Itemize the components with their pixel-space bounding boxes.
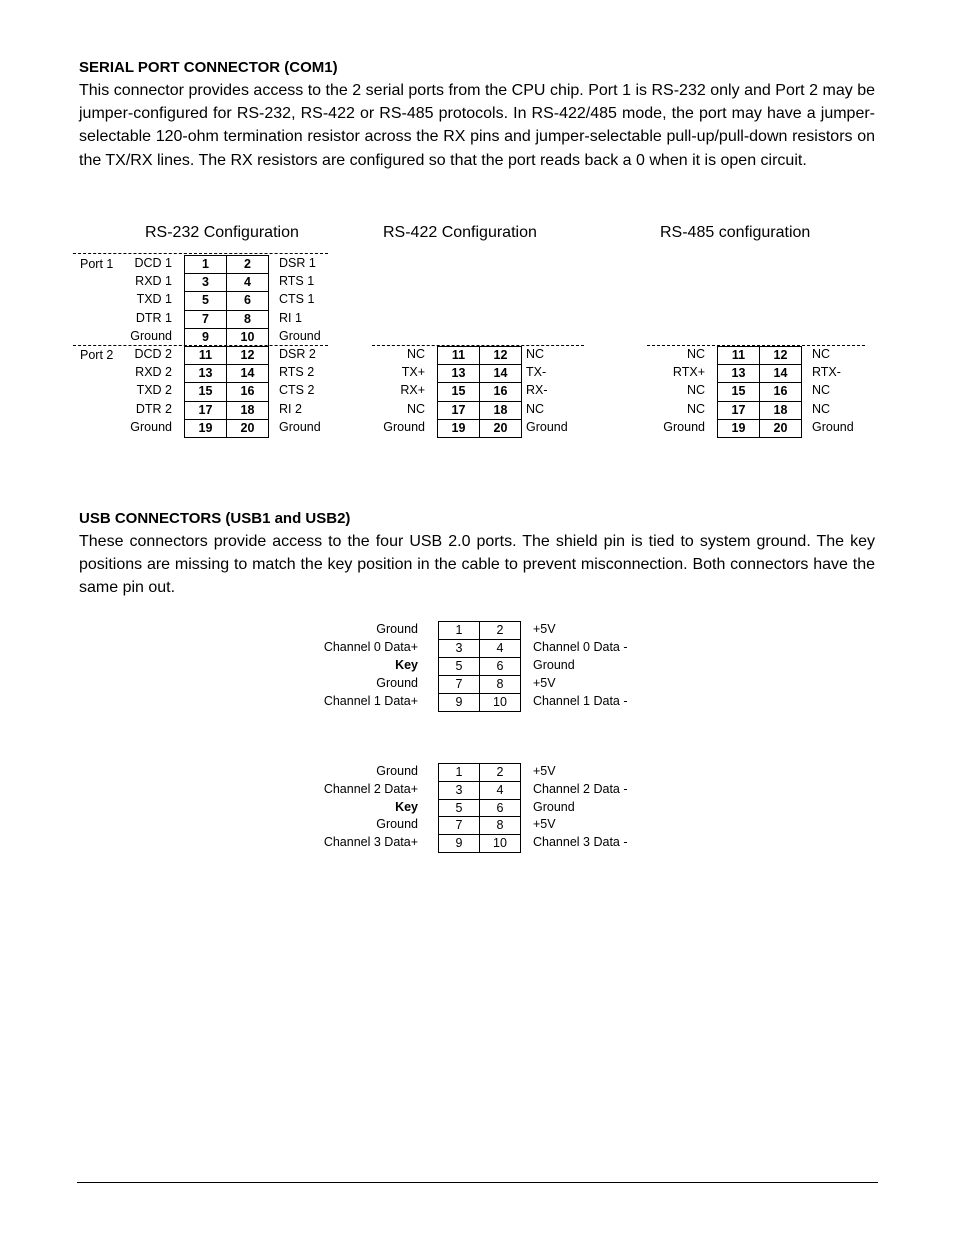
pin-number-odd: 13 — [717, 364, 760, 383]
pin-left-label: Key — [395, 658, 418, 672]
pin-left-label: Ground — [376, 817, 418, 832]
port2-label: Port 2 — [80, 348, 114, 362]
pin-number-odd: 13 — [437, 364, 480, 383]
pin-right-label: RI 2 — [279, 401, 302, 416]
pin-right-label: RI 1 — [279, 310, 302, 325]
pin-number-even: 12 — [479, 346, 522, 365]
pin-number-odd: 7 — [184, 310, 227, 329]
pin-left-label: DTR 1 — [135, 310, 172, 325]
pin-left-label: NC — [686, 383, 705, 398]
pin-number-even: 10 — [479, 834, 521, 853]
pin-number-odd: 7 — [438, 816, 480, 835]
pin-right-label: Channel 3 Data - — [533, 835, 628, 850]
pin-left-label: NC — [406, 401, 425, 416]
pin-right-label: CTS 2 — [279, 383, 315, 398]
pin-left-label: DCD 2 — [134, 347, 172, 361]
pin-number-even: 8 — [226, 310, 269, 329]
pin-left-label: RXD 2 — [135, 365, 172, 380]
footer-rule — [77, 1182, 878, 1183]
pin-left-label: Channel 1 Data+ — [323, 694, 418, 708]
usb-heading: USB CONNECTORS (USB1 and USB2) — [79, 510, 351, 527]
pin-number-even: 2 — [479, 621, 521, 640]
pin-right-label: NC — [812, 347, 831, 361]
pin-left-label: RXD 1 — [135, 274, 172, 289]
pin-left-label: NC — [406, 347, 425, 361]
pin-number-even: 4 — [479, 781, 521, 800]
pin-number-even: 18 — [226, 401, 269, 420]
serial-description: This connector provides access to the 2 serial ports from the CPU chip. Port 1 is RS-232 only and Port 2 may be jumper-configured for RS-232, RS-422 or RS-485 protocols. In RS-422/485 mode, the port may have a jumper-selectable 120-ohm termination resistor across the RX pins and jumper-selectable pull-up/pull-down resistors on the TX/RX lines. The RX resistors are configured so that the port reads back a 0 when it is open circuit. — [79, 82, 875, 169]
pin-right-label: RTS 2 — [279, 365, 315, 380]
pin-number-even: 4 — [226, 273, 269, 292]
pin-right-label: NC — [812, 383, 831, 398]
pin-number-odd: 3 — [438, 781, 480, 800]
pin-number-even: 6 — [226, 291, 269, 310]
pin-number-even: 6 — [479, 657, 521, 676]
pin-number-odd: 11 — [437, 346, 480, 365]
pin-number-odd: 5 — [184, 291, 227, 310]
pin-right-label: Ground — [812, 419, 854, 434]
pin-right-label: DSR 1 — [279, 256, 316, 270]
pin-number-odd: 3 — [438, 639, 480, 658]
pin-number-even: 18 — [759, 401, 802, 420]
pin-left-label: TXD 2 — [136, 383, 172, 398]
pin-number-odd: 9 — [438, 693, 480, 712]
pin-left-label: Channel 3 Data+ — [323, 835, 418, 850]
pin-number-even: 10 — [479, 693, 521, 712]
pin-left-label: TX+ — [401, 365, 425, 380]
pin-right-label: CTS 1 — [279, 292, 315, 307]
pin-number-odd: 19 — [717, 419, 760, 438]
pin-number-odd: 5 — [438, 799, 480, 818]
pin-right-label: RX- — [526, 383, 548, 398]
pin-number-odd: 3 — [184, 273, 227, 292]
pin-number-even: 20 — [226, 419, 269, 438]
usb-description: These connectors provide access to the four USB 2.0 ports. The shield pin is tied to system ground. The key positions are missing to match the key position in the cable to prevent misconnection. Both connectors have the same pin out. — [79, 533, 875, 597]
pin-number-odd: 17 — [437, 401, 480, 420]
pin-right-label: Channel 2 Data - — [533, 781, 628, 796]
pin-right-label: NC — [812, 401, 831, 416]
pin-number-odd: 11 — [717, 346, 760, 365]
pin-left-label: Channel 2 Data+ — [323, 781, 418, 796]
pin-left-label: Ground — [130, 328, 172, 343]
pin-number-even: 14 — [479, 364, 522, 383]
pin-number-odd: 13 — [184, 364, 227, 383]
rs422-title: RS-422 Configuration — [383, 224, 537, 241]
pin-left-label: Ground — [663, 419, 705, 434]
pin-left-label: Ground — [383, 419, 425, 434]
pin-left-label: Ground — [376, 622, 418, 636]
pin-left-label: DTR 2 — [135, 401, 172, 416]
pin-number-odd: 1 — [438, 763, 480, 782]
pin-number-odd: 17 — [184, 401, 227, 420]
pin-left-label: TXD 1 — [136, 292, 172, 307]
pin-number-odd: 9 — [184, 328, 227, 347]
rs485-title: RS-485 configuration — [660, 224, 811, 241]
pin-number-even: 16 — [226, 382, 269, 401]
rs232-top-divider — [73, 253, 328, 254]
pin-number-odd: 1 — [438, 621, 480, 640]
pin-number-even: 6 — [479, 799, 521, 818]
pin-number-even: 12 — [759, 346, 802, 365]
pin-left-label: Ground — [376, 676, 418, 690]
pin-left-label: RTX+ — [672, 365, 705, 380]
pin-number-even: 10 — [226, 328, 269, 347]
pin-number-even: 4 — [479, 639, 521, 658]
pin-number-even: 14 — [759, 364, 802, 383]
pin-right-label: Ground — [279, 328, 321, 343]
pin-right-label: Ground — [279, 419, 321, 434]
pin-right-label: NC — [526, 401, 545, 416]
pin-number-even: 18 — [479, 401, 522, 420]
pin-right-label: TX- — [526, 365, 547, 380]
pin-left-label: DCD 1 — [134, 256, 172, 270]
serial-heading: SERIAL PORT CONNECTOR (COM1) — [79, 59, 338, 76]
pin-number-even: 16 — [479, 382, 522, 401]
pin-number-even: 20 — [759, 419, 802, 438]
pin-number-even: 20 — [479, 419, 522, 438]
pin-number-odd: 17 — [717, 401, 760, 420]
pin-right-label: DSR 2 — [279, 347, 316, 361]
rs232-title: RS-232 Configuration — [145, 224, 299, 241]
pin-right-label: Ground — [533, 658, 575, 672]
pin-right-label: Ground — [533, 799, 575, 814]
pin-right-label: +5V — [533, 676, 556, 690]
pin-number-odd: 15 — [717, 382, 760, 401]
pin-left-label: Ground — [376, 764, 418, 778]
pin-left-label: Key — [395, 799, 418, 814]
pin-left-label: Ground — [130, 419, 172, 434]
pin-right-label: +5V — [533, 764, 556, 778]
pin-number-even: 2 — [226, 255, 269, 274]
pin-number-odd: 1 — [184, 255, 227, 274]
pin-number-even: 16 — [759, 382, 802, 401]
pin-number-even: 12 — [226, 346, 269, 365]
pin-right-label: Ground — [526, 419, 568, 434]
pin-number-odd: 15 — [184, 382, 227, 401]
port1-label: Port 1 — [80, 257, 114, 271]
pin-number-even: 8 — [479, 816, 521, 835]
pin-number-odd: 19 — [184, 419, 227, 438]
pin-number-odd: 7 — [438, 675, 480, 694]
pin-number-odd: 11 — [184, 346, 227, 365]
pin-number-odd: 15 — [437, 382, 480, 401]
pin-left-label: RX+ — [400, 383, 425, 398]
pin-right-label: NC — [526, 347, 545, 361]
pin-right-label: Channel 1 Data - — [533, 694, 628, 708]
pin-right-label: Channel 0 Data - — [533, 640, 628, 654]
pin-number-odd: 9 — [438, 834, 480, 853]
pin-number-even: 8 — [479, 675, 521, 694]
pin-right-label: RTS 1 — [279, 274, 315, 289]
pin-right-label: +5V — [533, 622, 556, 636]
pin-number-odd: 5 — [438, 657, 480, 676]
pin-left-label: Channel 0 Data+ — [323, 640, 418, 654]
pin-right-label: RTX- — [812, 365, 841, 380]
pin-right-label: +5V — [533, 817, 556, 832]
pin-left-label: NC — [686, 401, 705, 416]
pin-number-even: 2 — [479, 763, 521, 782]
pin-number-odd: 19 — [437, 419, 480, 438]
pin-left-label: NC — [686, 347, 705, 361]
pin-number-even: 14 — [226, 364, 269, 383]
